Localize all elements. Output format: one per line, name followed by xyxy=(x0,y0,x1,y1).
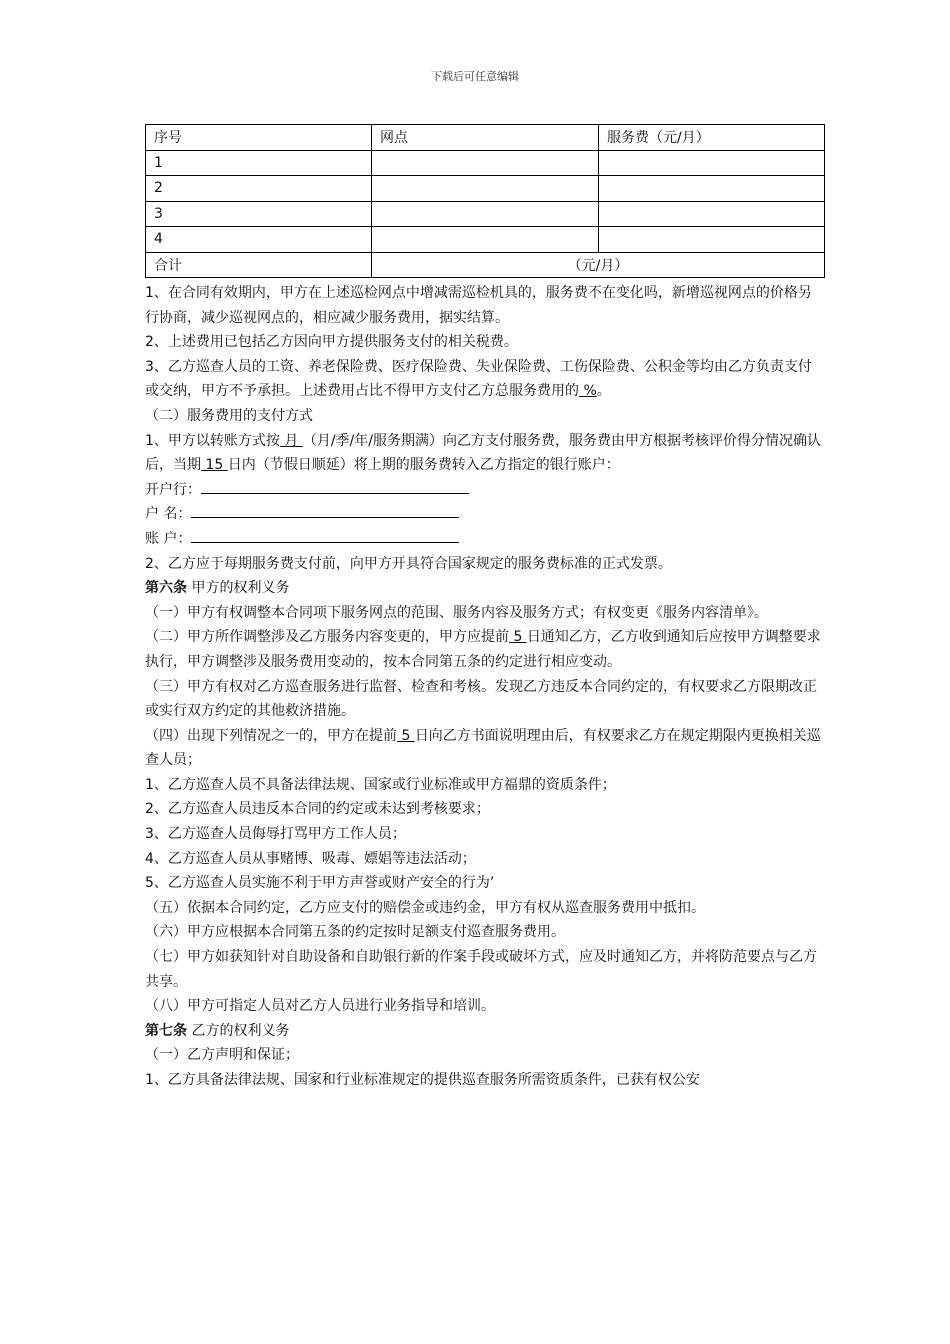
a6-4-item-4: 4、乙方巡查人员从事赌博、吸毒、嫖娼等违法活动； xyxy=(145,850,476,867)
row-index: 2 xyxy=(146,176,372,202)
a6-3: （三）甲方有权对乙方巡查服务进行监督、检查和考核。发现乙方违反本合同约定的，有权要求乙方限期改正或实行双方约定的其他救济措施。 xyxy=(145,678,817,720)
a6-4: （四）出现下列情况之一的，甲方在提前 5 日向乙方书面说明理由后，有权要求乙方在规定期限内更换相关巡查人员； xyxy=(145,727,821,769)
a7-1-item-1: 1、乙方具备法律法规、国家和行业标准规定的提供巡查服务所需资质条件，已获有权公安 xyxy=(145,1072,700,1088)
a6-7: （七）甲方如获知针对自助设备和自助银行新的作案手段或破坏方式，应及时通知乙方，并将防范要点与乙方共享。 xyxy=(145,949,817,990)
header-fee: 服务费（元/月） xyxy=(599,125,825,151)
row-fee xyxy=(599,227,825,253)
article-6-heading: 第六条 甲方的权利义务 xyxy=(145,580,290,597)
row-branch xyxy=(372,150,599,176)
account-number-field: 账 户： xyxy=(145,527,825,552)
notice-days-blank: 5 xyxy=(509,629,527,646)
account-name-field: 户 名： xyxy=(145,502,825,527)
row-branch xyxy=(372,227,599,253)
replace-days-blank: 5 xyxy=(397,727,415,744)
a7-1: （一）乙方声明和保证； xyxy=(145,1047,299,1064)
table-total-row xyxy=(146,252,825,278)
a6-8: （八）甲方可指定人员对乙方人员进行业务指导和培训。 xyxy=(145,998,495,1015)
total-label: 合计 xyxy=(146,252,372,278)
payment-days-blank: 15 xyxy=(201,457,228,474)
para-2: 2、上述费用已包括乙方因向甲方提供服务支付的相关税费。 xyxy=(145,334,518,351)
a6-4-item-1: 1、乙方巡查人员不具备法律法规、国家或行业标准或甲方福鼎的资质条件； xyxy=(145,776,616,793)
header-branch: 网点 xyxy=(372,125,599,151)
a6-2: （二）甲方所作调整涉及乙方服务内容变更的，甲方应提前 5 日通知乙方，乙方收到通知后应按甲方调整要求执行，甲方调整涉及服务费用变动的，按本合同第五条的约定进行相应变动。 xyxy=(145,629,821,670)
a6-6: （六）甲方应根据本合同第五条的约定按时足额支付巡查服务费用。 xyxy=(145,924,565,941)
contract-body xyxy=(145,281,825,1093)
section-payment: （二）服务费用的支付方式 xyxy=(145,407,313,424)
table-row xyxy=(146,176,825,202)
para-3: 3、乙方巡查人员的工资、养老保险费、医疗保险费、失业保险费、工伤保险费、公积金等均由乙方负责支付或交纳，甲方不予承担。上述费用占比不得甲方支付乙方总服务费用的 %。 xyxy=(145,358,812,400)
pay-2: 2、乙方应于每期服务费支付前，向甲方开具符合国家规定的服务费标准的正式发票。 xyxy=(145,555,672,572)
bank-field: 开户行： xyxy=(145,478,825,503)
row-fee xyxy=(599,150,825,176)
total-unit: （元/月） xyxy=(372,252,825,278)
account-name-input-line[interactable] xyxy=(191,502,459,518)
row-branch xyxy=(372,201,599,227)
table-row xyxy=(146,227,825,253)
table-header-row xyxy=(146,125,825,151)
a6-4-item-5: 5、乙方巡查人员实施不利于甲方声誉或财产安全的行为’ xyxy=(145,875,495,892)
pay-1: 1、甲方以转账方式按 月 （月/季/年/服务期满）向乙方支付服务费，服务费由甲方根据考核评价得分情况确认后，当期 15 日内（节假日顺延）将上期的服务费转入乙方指定的银行账户： xyxy=(145,432,821,474)
bank-input-line[interactable] xyxy=(201,478,469,494)
row-index: 3 xyxy=(146,201,372,227)
ratio-blank: % xyxy=(579,383,597,400)
a6-4-item-2: 2、乙方巡查人员违反本合同的约定或未达到考核要求； xyxy=(145,801,490,818)
table-row xyxy=(146,150,825,176)
para-1: 1、在合同有效期内，甲方在上述巡检网点中增减需巡检机具的，服务费不在变化吗，新增巡视网点的价格另行协商，减少巡视网点的，相应减少服务费用，据实结算。 xyxy=(145,285,812,326)
row-fee xyxy=(599,176,825,202)
row-index: 1 xyxy=(146,150,372,176)
table-row xyxy=(146,201,825,227)
article-7-heading: 第七条 乙方的权利义务 xyxy=(145,1022,290,1039)
account-number-input-line[interactable] xyxy=(191,527,459,543)
row-index: 4 xyxy=(146,227,372,253)
a6-4-item-3: 3、乙方巡查人员侮辱打骂甲方工作人员； xyxy=(145,826,406,843)
header-note: 下载后可任意编辑 xyxy=(431,70,519,83)
row-fee xyxy=(599,201,825,227)
service-fee-table xyxy=(145,124,825,278)
payment-cycle-blank: 月 xyxy=(279,432,303,449)
a6-1: （一）甲方有权调整本合同项下服务网点的范围、服务内容及服务方式；有权变更《服务内容清单》。 xyxy=(145,604,768,621)
row-branch xyxy=(372,176,599,202)
a6-5: （五）依据本合同约定，乙方应支付的赔偿金或违约金，甲方有权从巡查服务费用中抵扣。 xyxy=(145,899,705,916)
header-index: 序号 xyxy=(146,125,372,151)
